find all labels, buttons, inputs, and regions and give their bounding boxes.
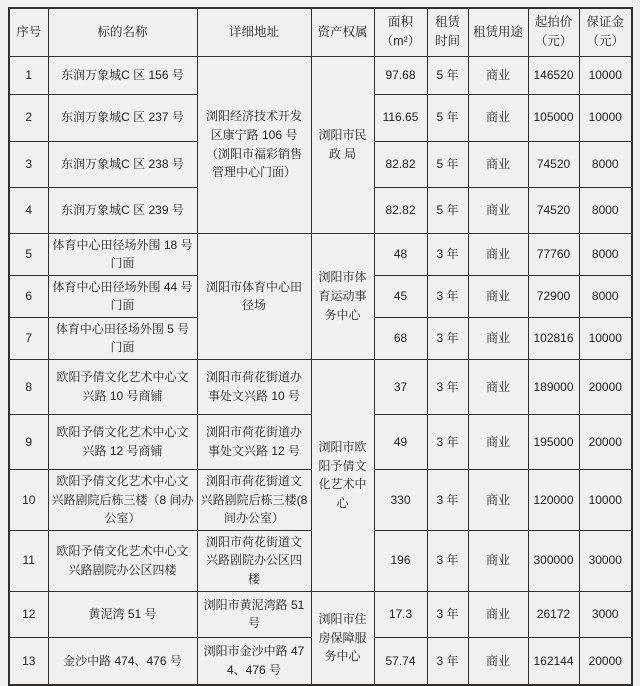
cell-serial: 4	[9, 187, 48, 233]
cell-serial: 11	[9, 530, 48, 591]
cell-address: 浏阳市荷花街道办事处文兴路 10 号	[197, 360, 311, 415]
auction-lease-table	[8, 7, 633, 686]
cell-owner: 浏阳市欧阳予倩文化艺术中心	[311, 360, 374, 592]
cell-serial: 10	[9, 470, 48, 531]
cell-serial: 5	[9, 233, 48, 275]
cell-price: 72900	[528, 275, 579, 317]
cell-use: 商业	[468, 530, 528, 591]
cell-deposit: 10000	[579, 317, 632, 359]
cell-area: 37	[374, 360, 427, 415]
cell-deposit: 8000	[579, 275, 632, 317]
cell-serial: 7	[9, 317, 48, 359]
cell-area: 49	[374, 415, 427, 470]
cell-price: 195000	[528, 415, 579, 470]
cell-address: 浏阳市金沙中路 474、476 号	[197, 637, 311, 685]
cell-term: 5 年	[427, 187, 468, 233]
cell-price: 77760	[528, 233, 579, 275]
cell-area: 68	[374, 317, 427, 359]
cell-deposit: 10000	[579, 470, 632, 531]
header-serial: 序号	[9, 8, 48, 56]
cell-serial: 2	[9, 94, 48, 141]
cell-deposit: 3000	[579, 591, 632, 637]
cell-price: 74520	[528, 187, 579, 233]
cell-deposit: 8000	[579, 187, 632, 233]
cell-deposit: 20000	[579, 415, 632, 470]
cell-price: 146520	[528, 56, 579, 94]
cell-deposit: 8000	[579, 233, 632, 275]
cell-name: 欧阳予倩文化艺术中心文兴路 12 号商铺	[48, 415, 197, 470]
cell-area: 82.82	[374, 187, 427, 233]
table-row	[9, 56, 632, 94]
cell-area: 17.3	[374, 591, 427, 637]
cell-deposit: 20000	[579, 360, 632, 415]
header-address: 详细地址	[197, 8, 311, 56]
header-price: 起拍价（元）	[528, 8, 579, 56]
header-area: 面积（m²）	[374, 8, 427, 56]
cell-use: 商业	[468, 187, 528, 233]
cell-area: 45	[374, 275, 427, 317]
cell-owner: 浏阳市体育运动事务中心	[311, 233, 374, 360]
cell-term: 3 年	[427, 470, 468, 531]
cell-term: 3 年	[427, 637, 468, 685]
cell-use: 商业	[468, 141, 528, 187]
cell-price: 102816	[528, 317, 579, 359]
cell-name: 体育中心田径场外围 44 号门面	[48, 275, 197, 317]
cell-address: 浏阳经济技术开发区康宁路 106 号（浏阳市福彩销售管理中心门面）	[197, 56, 311, 233]
header-use: 租赁用途	[468, 8, 528, 56]
cell-name: 欧阳予倩文化艺术中心文兴路 10 号商铺	[48, 360, 197, 415]
cell-price: 300000	[528, 530, 579, 591]
cell-deposit: 10000	[579, 94, 632, 141]
cell-use: 商业	[468, 591, 528, 637]
cell-area: 330	[374, 470, 427, 531]
cell-use: 商业	[468, 275, 528, 317]
cell-name: 体育中心田径场外围 5 号门面	[48, 317, 197, 359]
cell-serial: 1	[9, 56, 48, 94]
cell-price: 162144	[528, 637, 579, 685]
cell-deposit: 8000	[579, 141, 632, 187]
cell-name: 欧阳予倩文化艺术中心文兴路剧院后栋三楼（8 间办公室）	[48, 470, 197, 531]
cell-area: 196	[374, 530, 427, 591]
cell-area: 82.82	[374, 141, 427, 187]
cell-price: 74520	[528, 141, 579, 187]
cell-address: 浏阳市黄泥湾路 51 号	[197, 591, 311, 637]
cell-term: 3 年	[427, 275, 468, 317]
cell-deposit: 30000	[579, 530, 632, 591]
cell-name: 东润万象城C 区 238 号	[48, 141, 197, 187]
table-row	[9, 591, 632, 637]
cell-serial: 12	[9, 591, 48, 637]
cell-use: 商业	[468, 470, 528, 531]
cell-term: 3 年	[427, 591, 468, 637]
cell-deposit: 20000	[579, 637, 632, 685]
cell-price: 105000	[528, 94, 579, 141]
cell-address: 浏阳市体育中心田径场	[197, 233, 311, 360]
cell-area: 48	[374, 233, 427, 275]
cell-name: 东润万象城C 区 156 号	[48, 56, 197, 94]
header-name: 标的名称	[48, 8, 197, 56]
cell-address: 浏阳市荷花街道文兴路剧院办公区四楼	[197, 530, 311, 591]
cell-serial: 3	[9, 141, 48, 187]
cell-use: 商业	[468, 360, 528, 415]
header-deposit: 保证金（元）	[579, 8, 632, 56]
cell-serial: 6	[9, 275, 48, 317]
cell-area: 116.65	[374, 94, 427, 141]
cell-name: 黄泥湾 51 号	[48, 591, 197, 637]
cell-price: 189000	[528, 360, 579, 415]
cell-area: 57.74	[374, 637, 427, 685]
cell-use: 商业	[468, 233, 528, 275]
cell-term: 3 年	[427, 360, 468, 415]
cell-use: 商业	[468, 94, 528, 141]
cell-name: 东润万象城C 区 237 号	[48, 94, 197, 141]
cell-use: 商业	[468, 317, 528, 359]
cell-address: 浏阳市荷花街道办事处文兴路 12 号	[197, 415, 311, 470]
cell-use: 商业	[468, 637, 528, 685]
cell-price: 26172	[528, 591, 579, 637]
header-term: 租赁时间	[427, 8, 468, 56]
cell-serial: 9	[9, 415, 48, 470]
cell-name: 东润万象城C 区 239 号	[48, 187, 197, 233]
cell-name: 欧阳予倩文化艺术中心文兴路剧院办公区四楼	[48, 530, 197, 591]
cell-term: 3 年	[427, 415, 468, 470]
cell-area: 97.68	[374, 56, 427, 94]
cell-price: 120000	[528, 470, 579, 531]
cell-name: 体育中心田径场外围 18 号门面	[48, 233, 197, 275]
cell-term: 3 年	[427, 317, 468, 359]
cell-use: 商业	[468, 415, 528, 470]
cell-owner: 浏阳市民 政 局	[311, 56, 374, 233]
table-row	[9, 233, 632, 275]
header-owner: 资产权属	[311, 8, 374, 56]
cell-term: 5 年	[427, 94, 468, 141]
cell-serial: 13	[9, 637, 48, 685]
cell-term: 5 年	[427, 56, 468, 94]
cell-term: 3 年	[427, 530, 468, 591]
cell-owner: 浏阳市住房保障服务中心	[311, 591, 374, 685]
cell-deposit: 10000	[579, 56, 632, 94]
table-row	[9, 360, 632, 415]
cell-serial: 8	[9, 360, 48, 415]
cell-use: 商业	[468, 56, 528, 94]
cell-address: 浏阳市荷花街道文兴路剧院后栋三楼(8 间办公室）	[197, 470, 311, 531]
cell-term: 5 年	[427, 141, 468, 187]
header-row	[9, 8, 632, 56]
cell-term: 3 年	[427, 233, 468, 275]
cell-name: 金沙中路 474、476 号	[48, 637, 197, 685]
